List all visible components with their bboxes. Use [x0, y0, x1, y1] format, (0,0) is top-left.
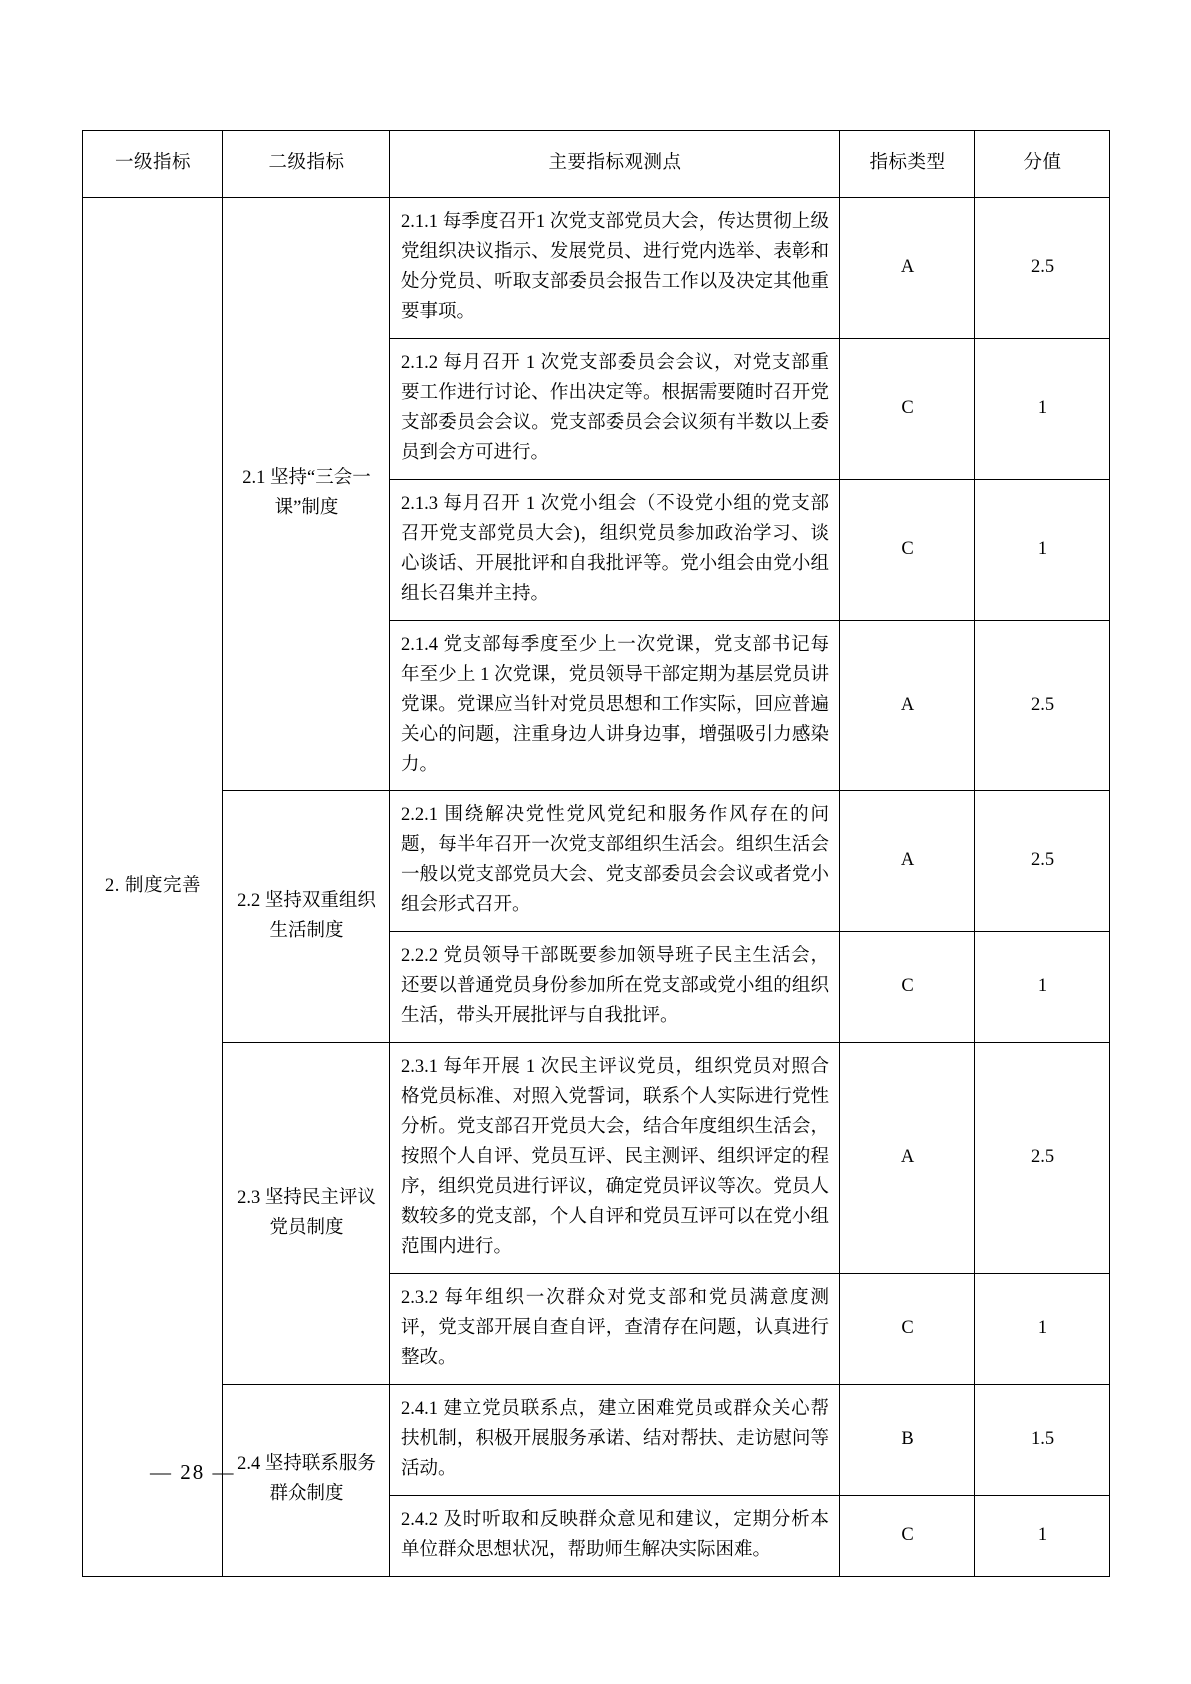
type-cell: C [840, 479, 975, 620]
column-header-type: 指标类型 [840, 131, 975, 198]
observation-cell: 2.4.1 建立党员联系点，建立困难党员或群众关心帮扶机制，积极开展服务承诺、结对帮扶、走访慰问等活动。 [390, 1384, 840, 1495]
score-cell: 2.5 [975, 620, 1110, 791]
table-row [83, 1384, 1110, 1495]
indicator-table [82, 130, 1110, 1577]
page-number: — 28 — [150, 1460, 236, 1484]
observation-cell: 2.1.1 每季度召开1 次党支部党员大会，传达贯彻上级党组织决议指示、发展党员、进行党内选举、表彰和处分党员、听取支部委员会报告工作以及决定其他重要事项。 [390, 198, 840, 339]
table-row [83, 791, 1110, 932]
type-cell: B [840, 1384, 975, 1495]
level2-indicator-cell: 2.4 坚持联系服务群众制度 [223, 1384, 390, 1576]
type-cell: C [840, 1495, 975, 1576]
score-cell: 2.5 [975, 1043, 1110, 1274]
type-cell: A [840, 620, 975, 791]
column-header-level2: 二级指标 [223, 131, 390, 198]
score-cell: 1 [975, 1495, 1110, 1576]
column-header-observation: 主要指标观测点 [390, 131, 840, 198]
type-cell: C [840, 932, 975, 1043]
score-cell: 1 [975, 479, 1110, 620]
observation-cell: 2.1.4 党支部每季度至少上一次党课，党支部书记每年至少上 1 次党课，党员领导干部定期为基层党员讲党课。党课应当针对党员思想和工作实际，回应普遍关心的问题，注重身边人讲身边事，增强吸引力感染力。 [390, 620, 840, 791]
level2-indicator-cell: 2.2 坚持双重组织生活制度 [223, 791, 390, 1043]
type-cell: A [840, 791, 975, 932]
score-cell: 1 [975, 1274, 1110, 1385]
level1-indicator-cell: 2. 制度完善 [83, 198, 223, 1577]
score-cell: 2.5 [975, 198, 1110, 339]
observation-cell: 2.3.2 每年组织一次群众对党支部和党员满意度测评，党支部开展自查自评，查清存在问题，认真进行整改。 [390, 1274, 840, 1385]
score-cell: 1 [975, 338, 1110, 479]
level2-indicator-cell: 2.1 坚持“三会一课”制度 [223, 198, 390, 791]
observation-cell: 2.1.3 每月召开 1 次党小组会（不设党小组的党支部召开党支部党员大会)，组织党员参加政治学习、谈心谈话、开展批评和自我批评等。党小组会由党小组组长召集并主持。 [390, 479, 840, 620]
table-row [83, 198, 1110, 339]
column-header-score: 分值 [975, 131, 1110, 198]
indicator-table-container [82, 130, 1109, 1577]
observation-cell: 2.2.1 围绕解决党性党风党纪和服务作风存在的问题，每半年召开一次党支部组织生活会。组织生活会一般以党支部党员大会、党支部委员会会议或者党小组会形式召开。 [390, 791, 840, 932]
score-cell: 1 [975, 932, 1110, 1043]
score-cell: 2.5 [975, 791, 1110, 932]
type-cell: A [840, 1043, 975, 1274]
observation-cell: 2.4.2 及时听取和反映群众意见和建议，定期分析本单位群众思想状况，帮助师生解决实际困难。 [390, 1495, 840, 1576]
level2-indicator-cell: 2.3 坚持民主评议党员制度 [223, 1043, 390, 1385]
observation-cell: 2.1.2 每月召开 1 次党支部委员会会议，对党支部重要工作进行讨论、作出决定等。根据需要随时召开党支部委员会会议。党支部委员会会议须有半数以上委员到会方可进行。 [390, 338, 840, 479]
type-cell: C [840, 1274, 975, 1385]
score-cell: 1.5 [975, 1384, 1110, 1495]
table-row [83, 1043, 1110, 1274]
observation-cell: 2.3.1 每年开展 1 次民主评议党员，组织党员对照合格党员标准、对照入党誓词，联系个人实际进行党性分析。党支部召开党员大会，结合年度组织生活会，按照个人自评、党员互评、民主测评、组织评定的程序，组织党员进行评议，确定党员评议等次。党员人数较多的党支部，个人自评和党员互评可以在党小组范围内进行。 [390, 1043, 840, 1274]
type-cell: A [840, 198, 975, 339]
table-header-row [83, 131, 1110, 198]
observation-cell: 2.2.2 党员领导干部既要参加领导班子民主生活会，还要以普通党员身份参加所在党支部或党小组的组织生活，带头开展批评与自我批评。 [390, 932, 840, 1043]
type-cell: C [840, 338, 975, 479]
column-header-level1: 一级指标 [83, 131, 223, 198]
